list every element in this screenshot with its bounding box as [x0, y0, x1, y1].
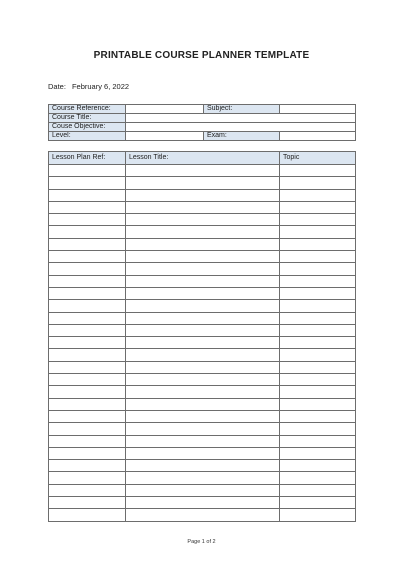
topic-cell[interactable]: [280, 349, 356, 361]
topic-cell[interactable]: [280, 300, 356, 312]
lesson-plan-ref-cell[interactable]: [49, 386, 126, 398]
course-info-table: [48, 104, 356, 141]
lesson-title-cell[interactable]: [126, 251, 280, 263]
topic-cell[interactable]: [280, 275, 356, 287]
exam-label: Exam:: [204, 132, 280, 141]
topic-cell[interactable]: [280, 398, 356, 410]
level-field[interactable]: [126, 132, 204, 141]
lesson-plan-ref-cell[interactable]: [49, 423, 126, 435]
lesson-title-cell[interactable]: [126, 447, 280, 459]
topic-cell[interactable]: [280, 238, 356, 250]
lesson-title-cell[interactable]: [126, 435, 280, 447]
lesson-row: [49, 214, 356, 226]
lesson-row: [49, 349, 356, 361]
topic-cell[interactable]: [280, 165, 356, 177]
lesson-title-cell[interactable]: [126, 201, 280, 213]
lesson-row: [49, 251, 356, 263]
header-topic: Topic: [280, 152, 356, 165]
lesson-plan-ref-cell[interactable]: [49, 312, 126, 324]
topic-cell[interactable]: [280, 263, 356, 275]
course-objective-label: Couse Objective:: [49, 123, 126, 132]
exam-field[interactable]: [280, 132, 356, 141]
lesson-plan-ref-cell[interactable]: [49, 472, 126, 484]
lesson-title-cell[interactable]: [126, 165, 280, 177]
lesson-title-cell[interactable]: [126, 312, 280, 324]
lesson-title-cell[interactable]: [126, 275, 280, 287]
lesson-row: [49, 275, 356, 287]
topic-cell[interactable]: [280, 509, 356, 521]
page-number: Page 1 of 2: [187, 539, 216, 545]
lesson-title-cell[interactable]: [126, 214, 280, 226]
lesson-row: [49, 509, 356, 521]
lesson-title-cell[interactable]: [126, 410, 280, 422]
course-reference-row: [49, 105, 356, 114]
lesson-plan-ref-cell[interactable]: [49, 324, 126, 336]
lesson-plan-ref-cell[interactable]: [49, 177, 126, 189]
lesson-row: [49, 423, 356, 435]
lesson-row: [49, 238, 356, 250]
subject-label: Subject:: [204, 105, 280, 114]
topic-cell[interactable]: [280, 484, 356, 496]
lesson-row: [49, 287, 356, 299]
date-label: Date:: [48, 82, 66, 91]
lesson-row: [49, 398, 356, 410]
lesson-row: [49, 312, 356, 324]
lesson-row: [49, 497, 356, 509]
topic-cell[interactable]: [280, 374, 356, 386]
lesson-title-cell[interactable]: [126, 460, 280, 472]
topic-cell[interactable]: [280, 214, 356, 226]
lesson-plan-ref-cell[interactable]: [49, 349, 126, 361]
lesson-row: [49, 324, 356, 336]
lesson-title-cell[interactable]: [126, 398, 280, 410]
lesson-title-cell[interactable]: [126, 263, 280, 275]
lesson-title-cell[interactable]: [126, 226, 280, 238]
topic-cell[interactable]: [280, 472, 356, 484]
lesson-plan-ref-cell[interactable]: [49, 263, 126, 275]
lesson-plan-ref-cell[interactable]: [49, 509, 126, 521]
topic-cell[interactable]: [280, 497, 356, 509]
lesson-table-header: [49, 152, 356, 165]
course-reference-field[interactable]: [126, 105, 204, 114]
lesson-title-cell[interactable]: [126, 349, 280, 361]
topic-cell[interactable]: [280, 287, 356, 299]
lesson-row: [49, 177, 356, 189]
lesson-title-cell[interactable]: [126, 238, 280, 250]
course-objective-row: [49, 123, 356, 132]
lesson-title-cell[interactable]: [126, 484, 280, 496]
lesson-row: [49, 460, 356, 472]
topic-cell[interactable]: [280, 251, 356, 263]
topic-cell[interactable]: [280, 189, 356, 201]
lesson-plan-ref-cell[interactable]: [49, 226, 126, 238]
lesson-plan-ref-cell[interactable]: [49, 275, 126, 287]
header-lesson-title: Lesson Title:: [126, 152, 280, 165]
lesson-row: [49, 374, 356, 386]
lesson-title-cell[interactable]: [126, 300, 280, 312]
lesson-title-cell[interactable]: [126, 287, 280, 299]
topic-cell[interactable]: [280, 312, 356, 324]
lesson-plan-ref-cell[interactable]: [49, 447, 126, 459]
subject-field[interactable]: [280, 105, 356, 114]
lesson-row: [49, 386, 356, 398]
lesson-plan-ref-cell[interactable]: [49, 410, 126, 422]
lesson-title-cell[interactable]: [126, 509, 280, 521]
lesson-plan-ref-cell[interactable]: [49, 189, 126, 201]
lesson-row: [49, 484, 356, 496]
topic-cell[interactable]: [280, 201, 356, 213]
topic-cell[interactable]: [280, 460, 356, 472]
topic-cell[interactable]: [280, 361, 356, 373]
lesson-row: [49, 410, 356, 422]
date-value: February 6, 2022: [71, 82, 130, 91]
lesson-row: [49, 165, 356, 177]
lesson-title-cell[interactable]: [126, 472, 280, 484]
lesson-table: [48, 151, 356, 522]
lesson-plan-ref-cell[interactable]: [49, 337, 126, 349]
lesson-row: [49, 472, 356, 484]
lesson-row: [49, 337, 356, 349]
lesson-row: [49, 201, 356, 213]
lesson-row: [49, 435, 356, 447]
lesson-title-cell[interactable]: [126, 386, 280, 398]
lesson-title-cell[interactable]: [126, 423, 280, 435]
lesson-title-cell[interactable]: [126, 374, 280, 386]
topic-cell[interactable]: [280, 337, 356, 349]
lesson-plan-ref-cell[interactable]: [49, 287, 126, 299]
header-lesson-plan-ref: Lesson Plan Ref:: [49, 152, 126, 165]
lesson-row: [49, 189, 356, 201]
lesson-plan-ref-cell[interactable]: [49, 497, 126, 509]
course-title-label: Course Title:: [49, 114, 126, 123]
lesson-table-body: [49, 165, 356, 522]
topic-cell[interactable]: [280, 386, 356, 398]
topic-cell[interactable]: [280, 423, 356, 435]
lesson-title-cell[interactable]: [126, 497, 280, 509]
lesson-row: [49, 300, 356, 312]
lesson-title-cell[interactable]: [126, 189, 280, 201]
lesson-row: [49, 361, 356, 373]
lesson-plan-ref-cell[interactable]: [49, 238, 126, 250]
date-line: [48, 82, 129, 91]
lesson-plan-ref-cell[interactable]: [49, 214, 126, 226]
lesson-title-cell[interactable]: [126, 177, 280, 189]
lesson-plan-ref-cell[interactable]: [49, 361, 126, 373]
lesson-plan-ref-cell[interactable]: [49, 201, 126, 213]
topic-cell[interactable]: [280, 447, 356, 459]
topic-cell[interactable]: [280, 177, 356, 189]
lesson-row: [49, 447, 356, 459]
lesson-plan-ref-cell[interactable]: [49, 435, 126, 447]
topic-cell[interactable]: [280, 410, 356, 422]
lesson-plan-ref-cell[interactable]: [49, 165, 126, 177]
lesson-plan-ref-cell[interactable]: [49, 300, 126, 312]
course-title-field[interactable]: [126, 114, 356, 123]
lesson-plan-ref-cell[interactable]: [49, 484, 126, 496]
lesson-plan-ref-cell[interactable]: [49, 251, 126, 263]
level-row: [49, 132, 356, 141]
topic-cell[interactable]: [280, 226, 356, 238]
page-title: PRINTABLE COURSE PLANNER TEMPLATE: [93, 50, 310, 61]
course-title-row: [49, 114, 356, 123]
lesson-plan-ref-cell[interactable]: [49, 398, 126, 410]
lesson-plan-ref-cell[interactable]: [49, 460, 126, 472]
lesson-row: [49, 226, 356, 238]
lesson-title-cell[interactable]: [126, 337, 280, 349]
level-label: Level:: [49, 132, 126, 141]
course-objective-field[interactable]: [126, 123, 356, 132]
topic-cell[interactable]: [280, 435, 356, 447]
course-reference-label: Course Reference:: [49, 105, 126, 114]
lesson-title-cell[interactable]: [126, 324, 280, 336]
lesson-title-cell[interactable]: [126, 361, 280, 373]
lesson-row: [49, 263, 356, 275]
lesson-plan-ref-cell[interactable]: [49, 374, 126, 386]
topic-cell[interactable]: [280, 324, 356, 336]
